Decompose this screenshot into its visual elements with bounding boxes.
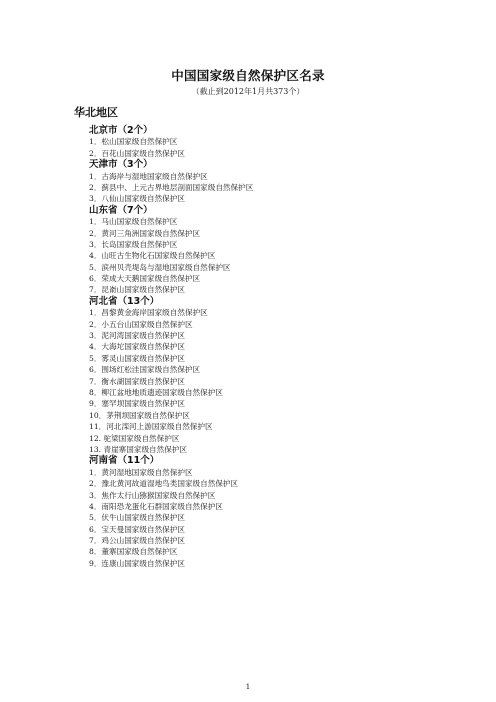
page-number: 1	[245, 683, 251, 691]
reserve-list-item: 8．柳江盆地地质遗迹国家级自然保护区	[89, 387, 223, 397]
province-heading: 河南省（11个）	[89, 455, 160, 467]
reserve-list-item: 6．围场红松洼国家级自然保护区	[89, 365, 201, 375]
reserve-list-item: 5．雾灵山国家级自然保护区	[89, 353, 185, 363]
reserve-list-item: 3．长岛国家级自然保护区	[89, 239, 178, 249]
reserve-list-item: 4．大海坨国家级自然保护区	[89, 342, 185, 352]
region-heading: 华北地区	[74, 106, 118, 119]
reserve-list-item: 1．古海岸与湿地国家级自然保护区	[89, 171, 208, 181]
reserve-list-item: 5．滨州贝壳堤岛与湿地国家级自然保护区	[89, 262, 231, 272]
reserve-list-item: 10．茅荆坝国家级自然保护区	[89, 410, 190, 420]
page-subtitle: （截止到2012年1月共373个）	[191, 87, 305, 96]
reserve-list-item: 1．松山国家级自然保护区	[89, 137, 178, 147]
reserve-list-item: 12. 驼梁国家级自然保护区	[89, 433, 180, 443]
reserve-list-item: 4．南阳恐龙蛋化石群国家级自然保护区	[89, 501, 223, 511]
reserve-list-item: 9．连康山国家级自然保护区	[89, 558, 185, 568]
reserve-list-item: 6．荣成大天鹅国家级自然保护区	[89, 274, 201, 284]
reserve-list-item: 7．昆嵛山国家级自然保护区	[89, 285, 185, 295]
province-heading: 北京市（2个）	[89, 125, 153, 136]
reserve-list-item: 1．昌黎黄金海岸国家级自然保护区	[89, 308, 208, 318]
reserve-list-item: 1．马山国家级自然保护区	[89, 217, 178, 227]
reserve-list-item: 7．衡水湖国家级自然保护区	[89, 376, 185, 386]
reserve-list-item: 13. 青崖寨国家级自然保护区	[89, 444, 188, 454]
reserve-list-item: 1．黄河湿地国家级自然保护区	[89, 467, 193, 477]
reserve-list-item: 3．泥河湾国家级自然保护区	[89, 331, 185, 341]
reserve-list-item: 2．蓟县中、上元古界地层剖面国家级自然保护区	[89, 182, 254, 192]
reserve-list-item: 3．焦作太行山猕猴国家级自然保护区	[89, 490, 216, 500]
reserve-list-item: 2．黄河三角洲国家级自然保护区	[89, 228, 201, 238]
reserve-list-item: 9．塞罕坝国家级自然保护区	[89, 399, 185, 409]
page-title: 中国国家级自然保护区名录	[171, 68, 325, 83]
province-heading: 河北省（13个）	[89, 295, 160, 307]
reserve-list-item: 6．宝天曼国家级自然保护区	[89, 524, 185, 534]
province-heading: 山东省（7个）	[89, 204, 153, 216]
reserve-list-item: 11．河北滦河上游国家级自然保护区	[89, 422, 213, 432]
reserve-list-item: 3．八仙山国家级自然保护区	[89, 194, 185, 204]
reserve-list-item: 2．豫北黄河故道湿地鸟类国家级自然保护区	[89, 479, 239, 489]
reserve-list-item: 8．董寨国家级自然保护区	[89, 547, 178, 557]
reserve-list	[89, 125, 449, 569]
reserve-list-item: 5．伏牛山国家级自然保护区	[89, 513, 185, 523]
reserve-list-item: 2．小五台山国家级自然保护区	[89, 319, 193, 329]
province-heading: 天津市（3个）	[89, 159, 153, 171]
reserve-list-item: 2．百花山国家级自然保护区	[89, 148, 185, 158]
reserve-list-item: 7．鸡公山国家级自然保护区	[89, 536, 185, 546]
reserve-list-item: 4．山旺古生物化石国家级自然保护区	[89, 251, 216, 261]
